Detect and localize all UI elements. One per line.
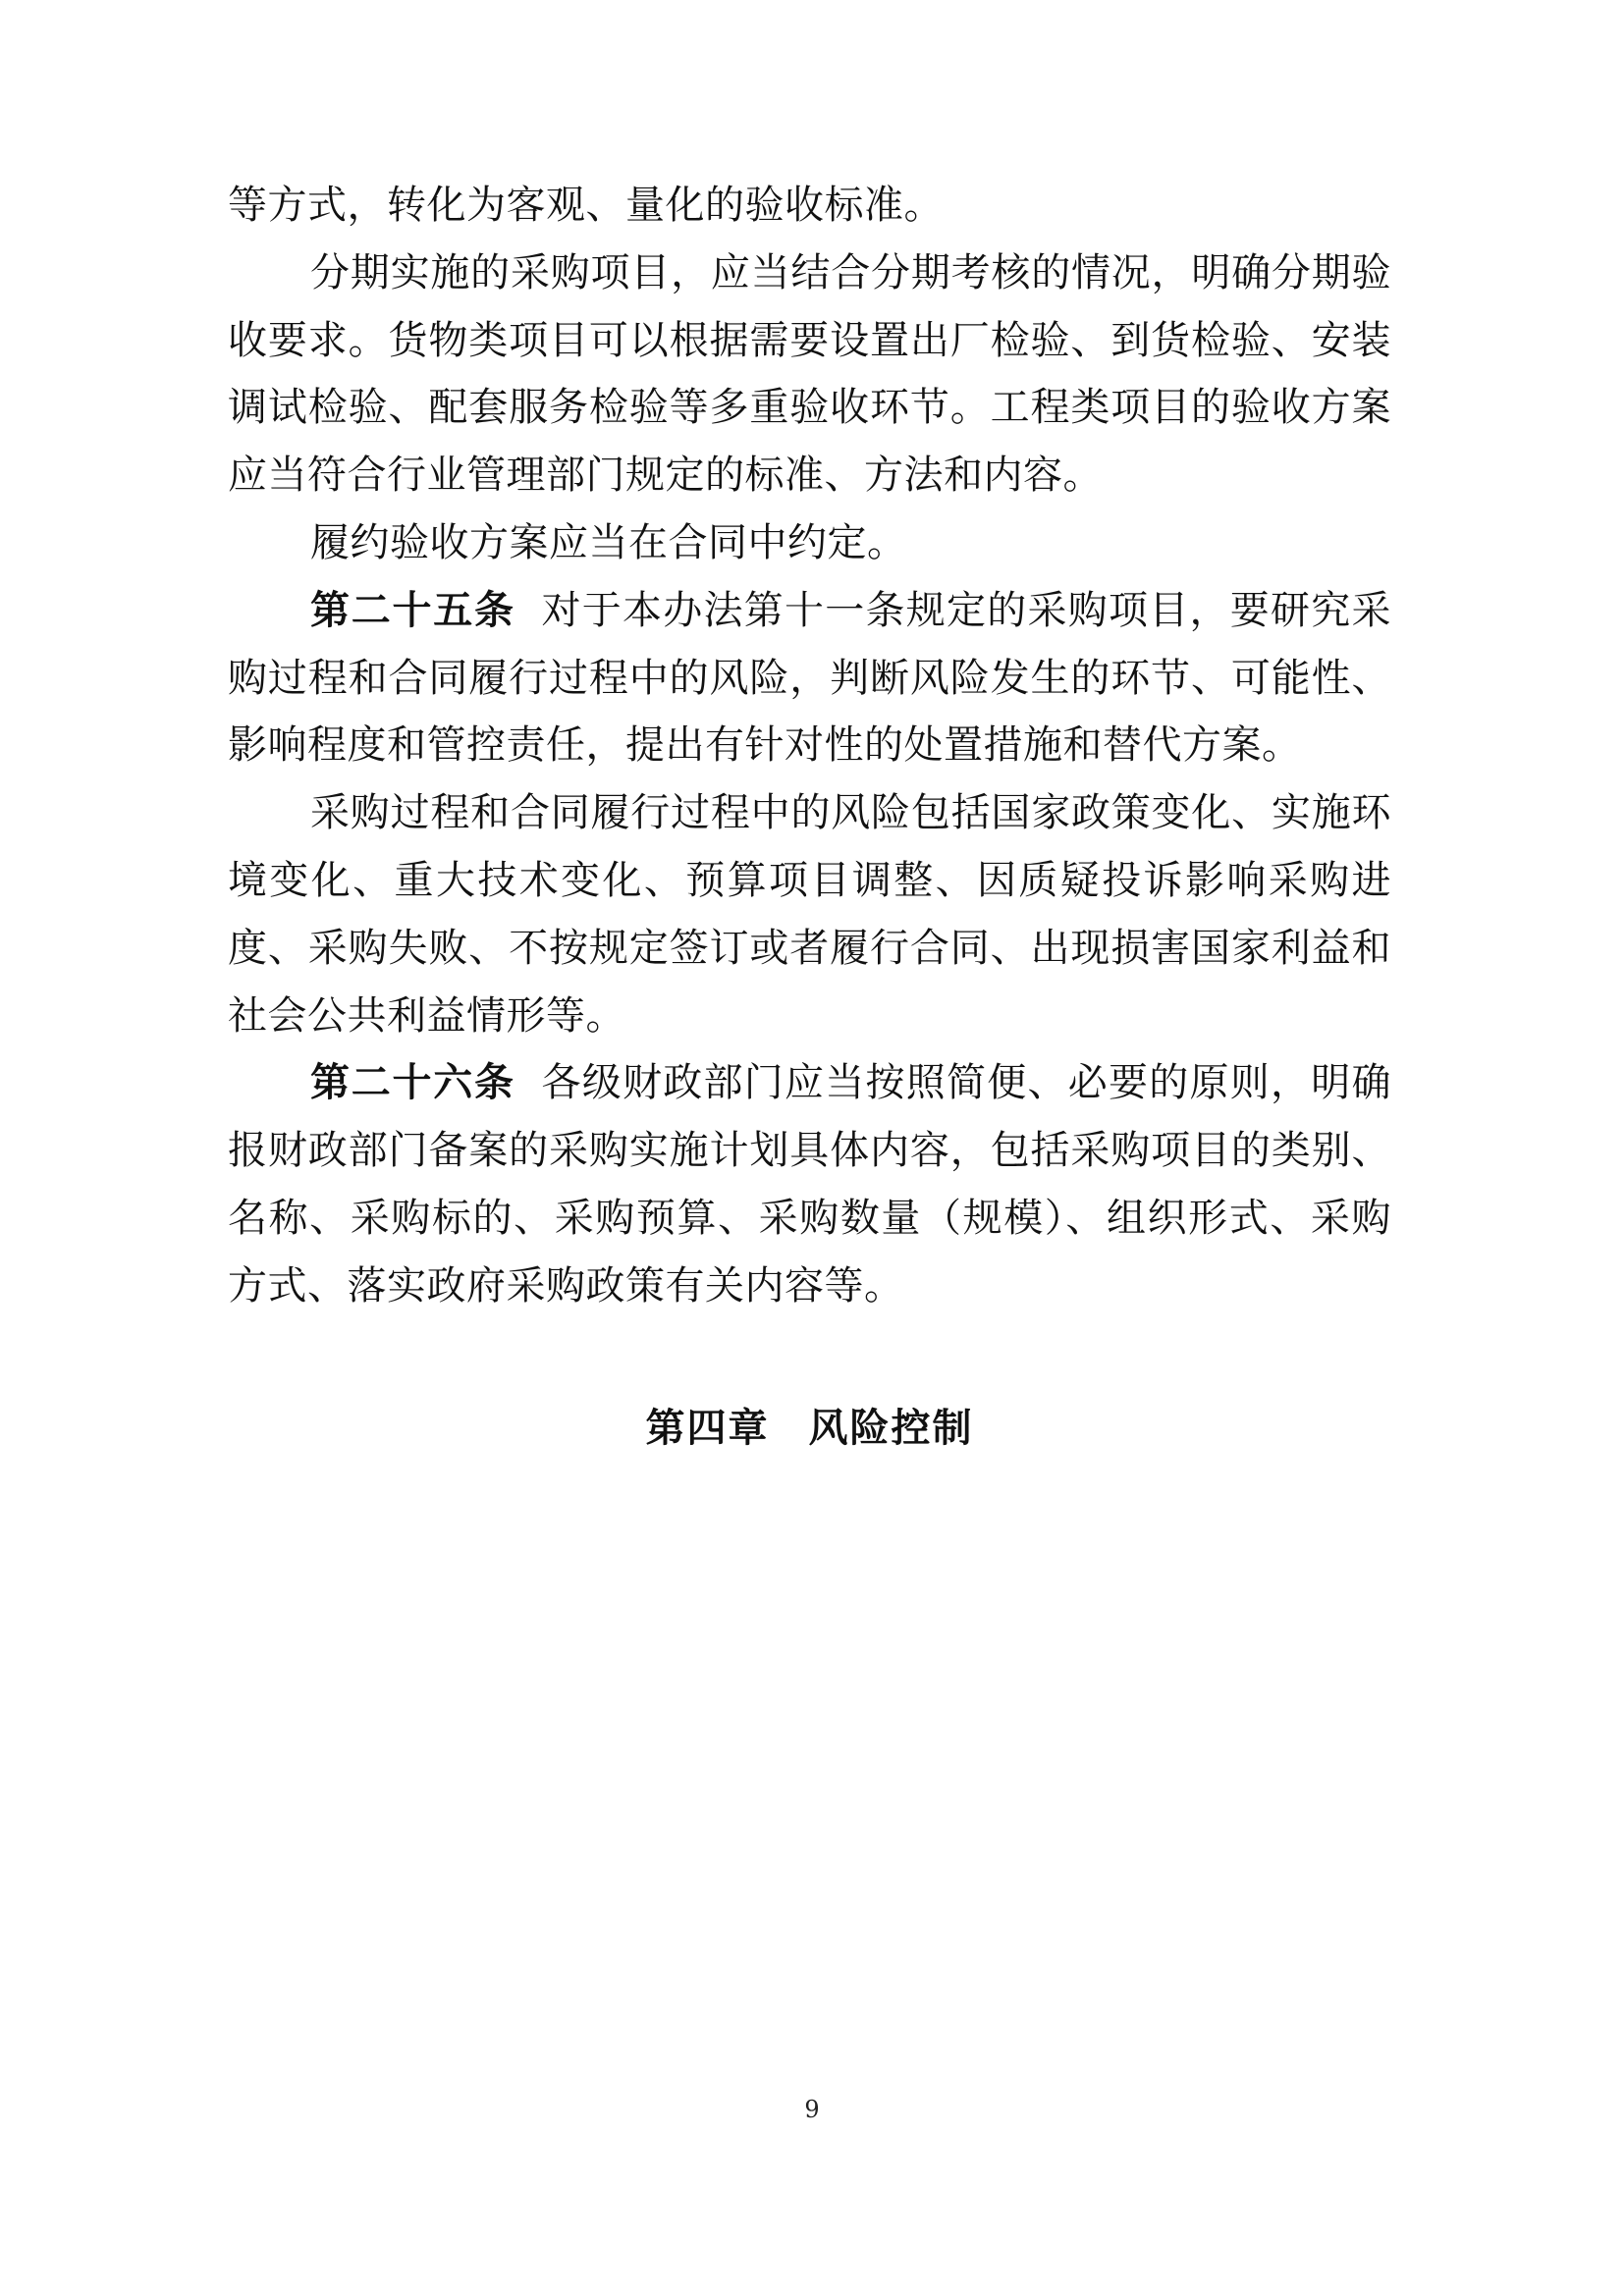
paragraph-text: 对于本办法第十一条规定的采购项目，要研究采购过程和合同履行过程中的风险，判断风险发生的环节、可能性、影响程度和管控责任，提出有针对性的处置措施和替代方案。 bbox=[228, 587, 1391, 769]
paragraph bbox=[228, 172, 1391, 240]
paragraph-text: 分期实施的采购项目，应当结合分期考核的情况，明确分期验收要求。货物类项目可以根据需要设置出厂检验、到货检验、安装调试检验、配套服务检验等多重验收环节。工程类项目的验收方案应当符合行业管理部门规定的标准、方法和内容。 bbox=[228, 249, 1391, 499]
paragraph-text: 采购过程和合同履行过程中的风险包括国家政策变化、实施环境变化、重大技术变化、预算项目调整、因质疑投诉影响采购进度、采购失败、不按规定签订或者履行合同、出现损害国家利益和社会公共利益情形等。 bbox=[228, 790, 1391, 1039]
article-label: 第二十五条 bbox=[310, 586, 515, 633]
document-body bbox=[228, 172, 1391, 1462]
paragraph bbox=[228, 779, 1391, 1049]
chapter-number: 第四章 bbox=[645, 1405, 770, 1451]
paragraph-text: 履约验收方案应当在合同中约定。 bbox=[310, 519, 907, 565]
paragraph-text: 等方式，转化为客观、量化的验收标准。 bbox=[228, 183, 944, 228]
chapter-heading bbox=[228, 1395, 1391, 1462]
article-label: 第二十六条 bbox=[310, 1059, 515, 1106]
page-number: 9 bbox=[804, 2096, 820, 2123]
paragraph bbox=[228, 240, 1391, 509]
paragraph-text: 各级财政部门应当按照简便、必要的原则，明确报财政部门备案的采购实施计划具体内容，包括采购项目的类别、名称、采购标的、采购预算、采购数量（规模）、组织形式、采购方式、落实政府采购政策有关内容等。 bbox=[228, 1060, 1391, 1308]
article-paragraph bbox=[228, 577, 1391, 779]
article-paragraph bbox=[228, 1049, 1391, 1319]
paragraph bbox=[228, 509, 1391, 577]
chapter-title: 风险控制 bbox=[808, 1405, 974, 1451]
